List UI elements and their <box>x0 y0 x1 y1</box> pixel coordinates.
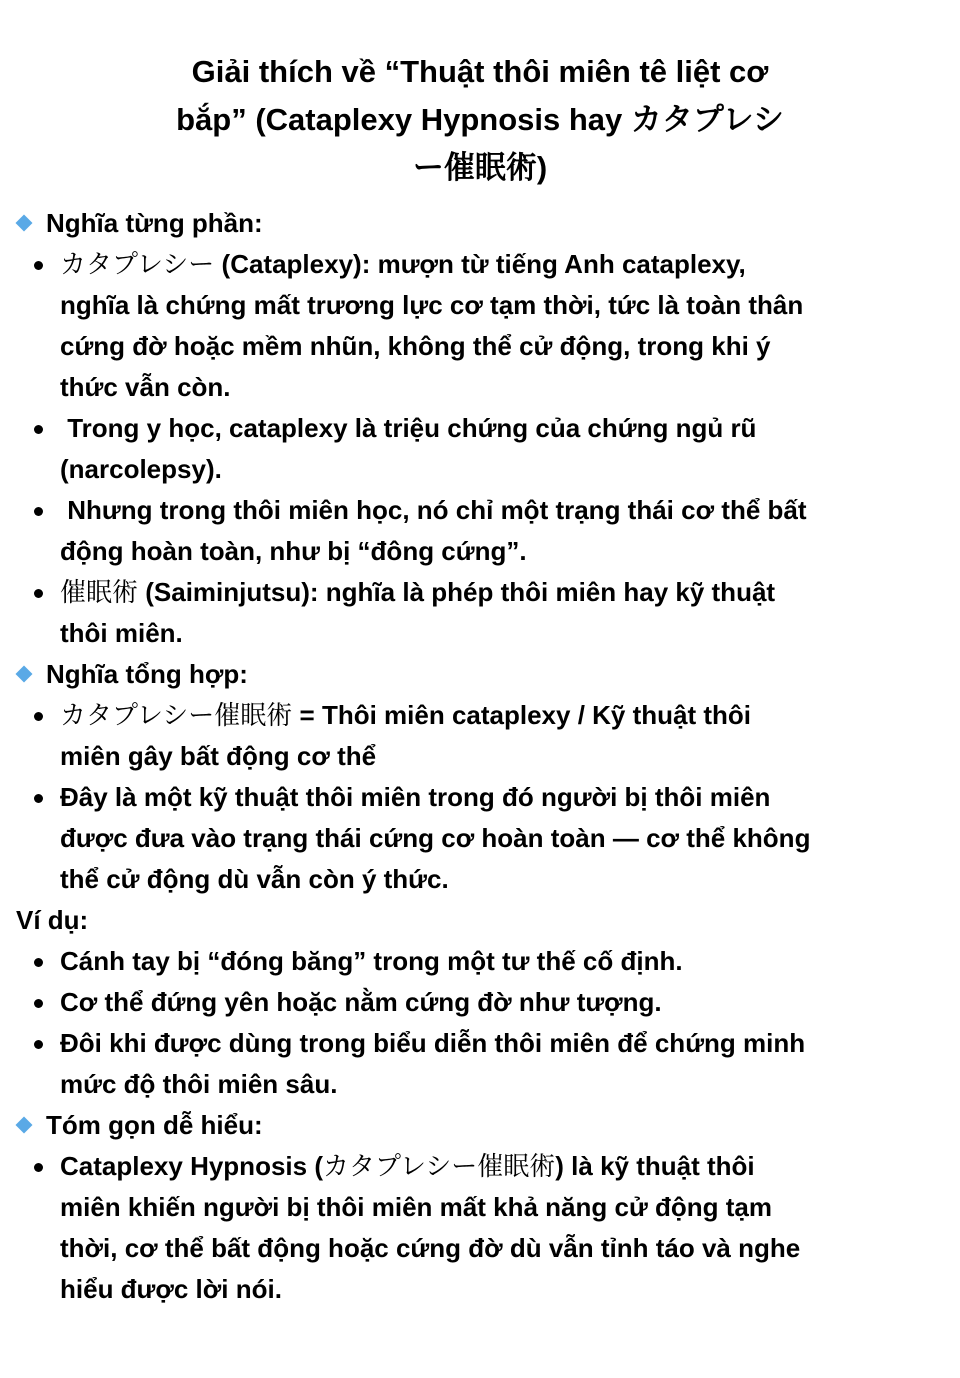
list-item <box>0 572 960 654</box>
text-line <box>60 244 960 285</box>
text-line <box>60 941 960 982</box>
heading-text: Nghĩa tổng hợp: <box>46 659 248 689</box>
list-item <box>0 490 960 572</box>
japanese-term: カタプレシー催眠術 <box>60 700 293 730</box>
text-line <box>60 572 960 613</box>
page-title <box>0 48 960 192</box>
list-item <box>0 695 960 777</box>
text-segment: Nhưng trong thôi miên học, nó chỉ một trạng thái cơ thể bất <box>60 495 807 525</box>
text-line <box>60 367 960 408</box>
japanese-term: カタプレシー <box>60 249 215 279</box>
bullet-icon <box>34 1163 43 1172</box>
text-segment: miên gây bất động cơ thể <box>60 741 377 771</box>
text-segment: (narcolepsy). <box>60 454 222 484</box>
section-heading <box>0 1105 960 1146</box>
title-line: ー催眠術) <box>412 150 548 185</box>
section-heading <box>0 900 960 941</box>
text-segment: (Cataplexy): mượn từ tiếng Anh cataplexy, <box>214 249 746 279</box>
heading-text: Tóm gọn dễ hiểu: <box>46 1110 263 1140</box>
heading-text: Ví dụ: <box>16 905 89 935</box>
bullet-icon <box>34 261 43 270</box>
text-segment: được đưa vào trạng thái cứng cơ hoàn toàn — cơ thể không <box>60 823 811 853</box>
bullet-icon <box>34 1040 43 1049</box>
text-line <box>60 736 960 777</box>
text-line <box>60 695 960 736</box>
text-line <box>60 1269 960 1310</box>
text-line <box>60 285 960 326</box>
bullet-icon <box>34 999 43 1008</box>
text-segment: thức vẫn còn. <box>60 372 231 402</box>
text-segment: Đây là một kỹ thuật thôi miên trong đó người bị thôi miên <box>60 782 771 812</box>
text-segment: Cataplexy Hypnosis ( <box>60 1151 323 1181</box>
list-item <box>0 777 960 900</box>
text-line <box>60 818 960 859</box>
text-segment: động hoàn toàn, như bị “đông cứng”. <box>60 536 527 566</box>
heading-text: Nghĩa từng phần: <box>46 208 263 238</box>
text-segment: ) là kỹ thuật thôi <box>555 1151 755 1181</box>
japanese-term: 催眠術 <box>60 577 139 607</box>
text-segment: Cơ thể đứng yên hoặc nằm cứng đờ như tượng. <box>60 987 662 1017</box>
text-segment: thể cử động dù vẫn còn ý thức. <box>60 864 449 894</box>
bullet-icon <box>34 794 43 803</box>
list-item <box>0 941 960 982</box>
text-line <box>60 408 960 449</box>
title-line: Giải thích về “Thuật thôi miên tê liệt cơ <box>191 54 769 89</box>
list-item <box>0 982 960 1023</box>
list-item <box>0 1023 960 1105</box>
text-line <box>60 1064 960 1105</box>
text-line <box>60 531 960 572</box>
text-line <box>60 326 960 367</box>
text-segment: = Thôi miên cataplexy / Kỹ thuật thôi <box>292 700 752 730</box>
text-line <box>60 1187 960 1228</box>
text-segment: mức độ thôi miên sâu. <box>60 1069 338 1099</box>
japanese-term: カタプレシー催眠術 <box>322 1151 556 1181</box>
bullet-icon <box>34 712 43 721</box>
bullet-icon <box>34 589 43 598</box>
text-segment: miên khiến người bị thôi miên mất khả năng cử động tạm <box>60 1192 772 1222</box>
text-segment: Cánh tay bị “đóng băng” trong một tư thế cố định. <box>60 946 683 976</box>
diamond-icon <box>16 666 33 683</box>
text-segment: (Saiminjutsu): nghĩa là phép thôi miên hay kỹ thuật <box>138 577 776 607</box>
bullet-icon <box>34 425 43 434</box>
list-item <box>0 408 960 490</box>
text-line <box>60 859 960 900</box>
text-line <box>60 1023 960 1064</box>
text-segment: thôi miên. <box>60 618 183 648</box>
text-segment: nghĩa là chứng mất trương lực cơ tạm thời, tức là toàn thân <box>60 290 804 320</box>
bullet-icon <box>34 507 43 516</box>
diamond-icon <box>16 215 33 232</box>
text-segment: Trong y học, cataplexy là triệu chứng của chứng ngủ rũ <box>60 413 757 443</box>
text-segment: hiểu được lời nói. <box>60 1274 282 1304</box>
text-segment: Đôi khi được dùng trong biểu diễn thôi miên để chứng minh <box>60 1028 806 1058</box>
title-line: bắp” (Cataplexy Hypnosis hay カタプレシ <box>176 102 784 137</box>
text-line <box>60 777 960 818</box>
text-line <box>60 1228 960 1269</box>
list-item <box>0 244 960 408</box>
diamond-icon <box>16 1117 33 1134</box>
text-line <box>60 490 960 531</box>
text-segment: thời, cơ thể bất động hoặc cứng đờ dù vẫn tỉnh táo và nghe <box>60 1233 801 1263</box>
section-heading <box>0 654 960 695</box>
text-line <box>60 613 960 654</box>
list-item <box>0 1146 960 1310</box>
text-line <box>60 1146 960 1187</box>
document-body <box>0 203 960 1310</box>
section-heading <box>0 203 960 244</box>
text-line <box>60 982 960 1023</box>
text-segment: cứng đờ hoặc mềm nhũn, không thể cử động, trong khi ý <box>60 331 771 361</box>
text-line <box>60 449 960 490</box>
bullet-icon <box>34 958 43 967</box>
